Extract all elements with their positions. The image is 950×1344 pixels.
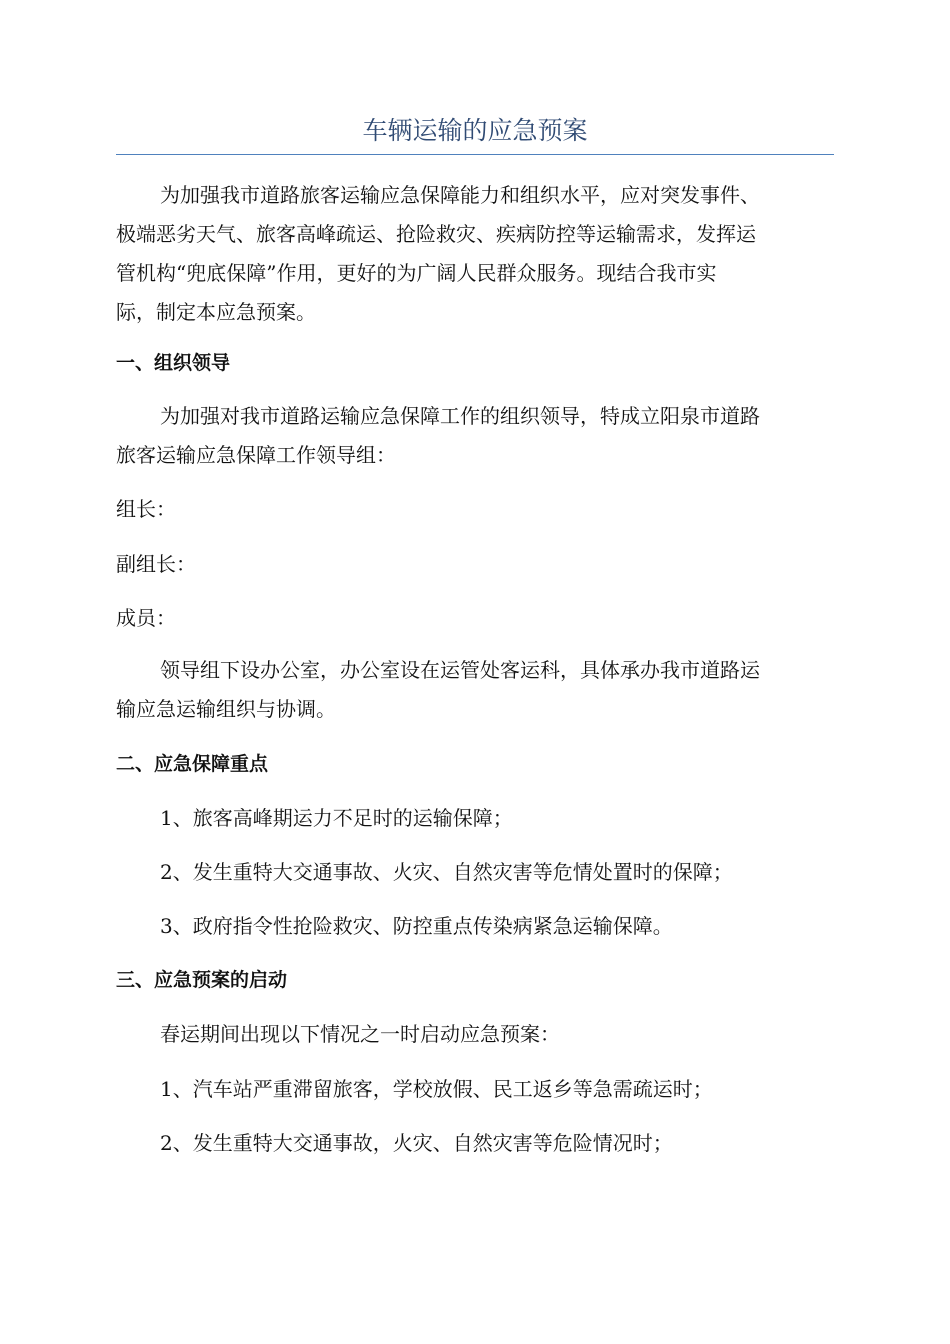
- document-title: 车辆运输的应急预案: [362, 116, 588, 145]
- intro-line: 管机构“兜底保障”作用，更好的为广阔人民群众服务。现结合我市实: [116, 261, 717, 285]
- section-heading-key-points: 二、应急保障重点: [116, 753, 269, 775]
- office-line: 输应急运输组织与协调。: [116, 697, 336, 721]
- members-label: 成员：: [116, 606, 176, 630]
- activation-lead: 春运期间出现以下情况之一时启动应急预案：: [160, 1022, 560, 1046]
- activation-item: 2、发生重特大交通事故，火灾、自然灾害等危险情况时；: [160, 1131, 673, 1155]
- section-heading-organization: 一、组织领导: [116, 352, 231, 374]
- deputy-leader-label: 副组长：: [116, 552, 196, 576]
- intro-line: 际，制定本应急预案。: [116, 300, 316, 324]
- key-point-item: 3、政府指令性抢险救灾、防控重点传染病紧急运输保障。: [160, 914, 673, 938]
- section-heading-activation: 三、应急预案的启动: [116, 969, 288, 991]
- office-paragraph: [116, 651, 834, 729]
- activation-item: 1、汽车站严重滞留旅客，学校放假、民工返乡等急需疏运时；: [160, 1077, 713, 1101]
- organization-line: 旅客运输应急保障工作领导组：: [116, 443, 396, 467]
- office-line: 领导组下设办公室，办公室设在运管处客运科，具体承办我市道路运: [160, 658, 760, 682]
- leader-label: 组长：: [116, 497, 176, 521]
- intro-paragraph: [116, 176, 834, 332]
- intro-line: 极端恶劣天气、旅客高峰疏运、抢险救灾、疾病防控等运输需求，发挥运: [116, 222, 756, 246]
- title-underline: [116, 154, 834, 155]
- organization-line: 为加强对我市道路运输应急保障工作的组织领导，特成立阳泉市道路: [160, 404, 760, 428]
- key-point-item: 2、发生重特大交通事故、火灾、自然灾害等危情处置时的保障；: [160, 860, 733, 884]
- organization-paragraph: [116, 397, 834, 475]
- key-point-item: 1、旅客高峰期运力不足时的运输保障；: [160, 806, 513, 830]
- intro-line: 为加强我市道路旅客运输应急保障能力和组织水平，应对突发事件、: [160, 183, 760, 207]
